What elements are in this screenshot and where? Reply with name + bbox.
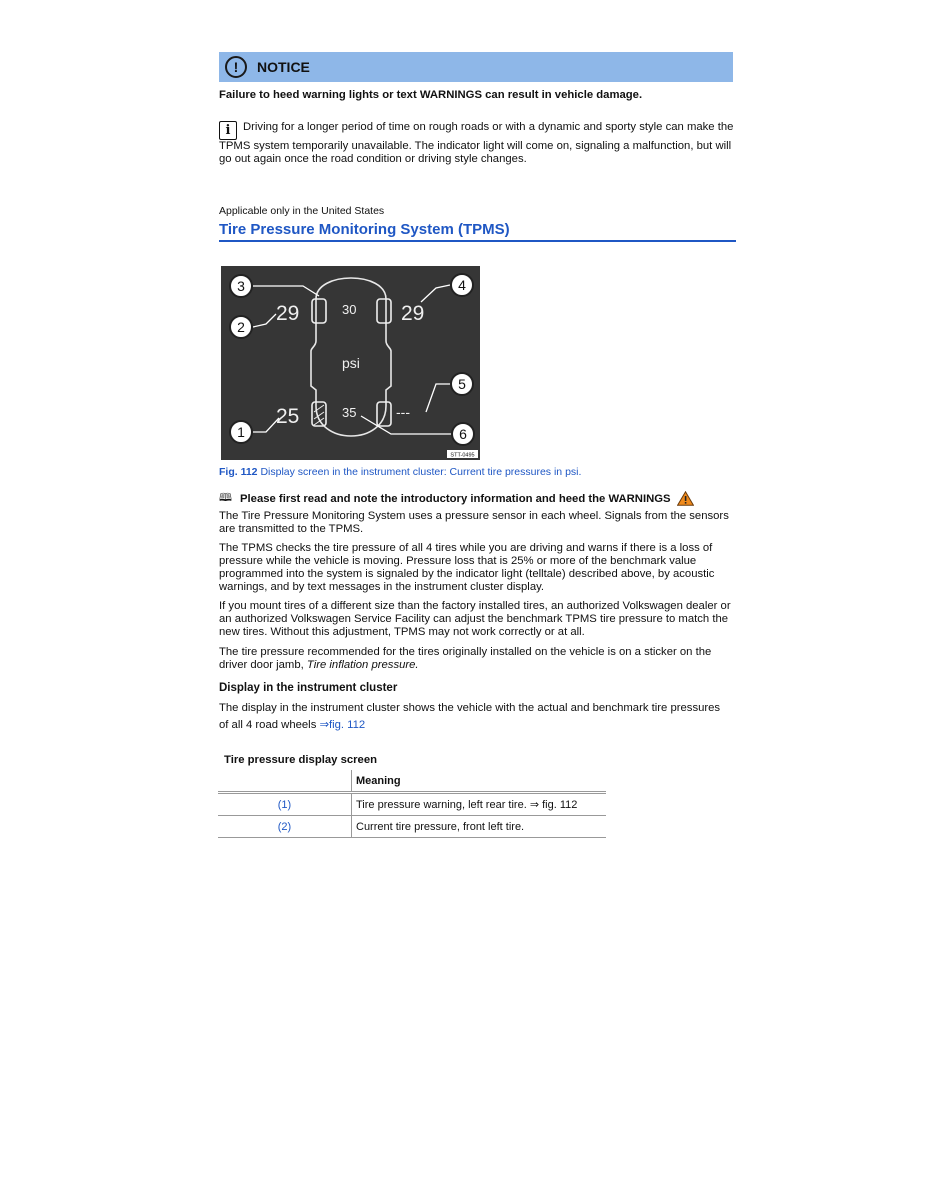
callout-4-label: 4 [458, 277, 466, 293]
callout-2 [230, 316, 252, 338]
warning-triangle-icon [677, 491, 694, 506]
callout-line-2 [253, 314, 276, 327]
front-right-pressure: 29 [401, 302, 425, 325]
paragraph [219, 646, 737, 672]
paragraph: The Tire Pressure Monitoring System uses a pressure sensor in each wheel. Signals from the sensors are transmitted to the TPMS. [219, 510, 729, 535]
paragraph-text: of all 4 road wheels [219, 719, 320, 731]
rear-right-tire [377, 402, 391, 426]
front-right-tire [377, 299, 391, 323]
table-row [218, 793, 606, 816]
callout-line-5 [426, 384, 451, 412]
exclamation-circle-icon: ! [225, 56, 247, 78]
read-first-note [219, 489, 694, 508]
notice-title: NOTICE [257, 59, 310, 75]
info-text: Driving for a longer period of time on rough roads or with a dynamic and sporty style can make the TPMS system temporarily unavailable. The indicator light will come on, signaling a malfunction, but will go out again once the road condition or driving style changes. [219, 121, 734, 165]
callout-line-4 [421, 285, 450, 302]
info-icon: i [219, 121, 237, 140]
table-cell-ref[interactable]: (1) [218, 793, 352, 816]
table-title: Tire pressure display screen [224, 754, 378, 766]
table-cell-meaning: Current tire pressure, front left tire. [356, 820, 525, 833]
callout-4 [451, 274, 473, 296]
callout-2-label: 2 [237, 319, 245, 335]
front-left-tire [312, 299, 326, 323]
front-left-pressure: 29 [276, 302, 300, 325]
paragraph: If you mount tires of a different size than the factory installed tires, an authorized Volkswagen dealer or an authorized Volkswagen Service Facility can adjust the benchmark TPMS tire pressure to match the new tires. Without this adjustment, TPMS may not work correctly or at all. [219, 600, 731, 638]
callout-line-1 [252, 418, 279, 432]
figure-caption-text: Display screen in the instrument cluster: Current tire pressures in psi. [257, 466, 582, 478]
figure-code: STT-0495 [450, 452, 475, 459]
callout-3-label: 3 [237, 278, 245, 294]
table-header-meaning: Meaning [356, 774, 401, 787]
callout-line-3 [253, 286, 319, 296]
pressure-unit: psi [342, 355, 360, 371]
callout-6-label: 6 [459, 426, 467, 442]
rear-benchmark-pressure: 35 [342, 405, 357, 420]
table-header-ref [218, 770, 352, 793]
read-first-text: Please first read and note the introductory information and heed the WARNINGS [239, 492, 671, 505]
rear-right-missing: --- [396, 404, 410, 420]
tpms-display-figure [221, 266, 480, 460]
book-icon: 🕮 [219, 492, 232, 504]
table-header-row [218, 770, 606, 793]
tpms-diagram [221, 266, 480, 460]
paragraph-text: The tire pressure recommended for the tires originally installed on the vehicle is on a sticker on the driver door jamb, [219, 646, 712, 671]
callout-1 [230, 421, 252, 443]
tire-pressure-table [218, 770, 606, 838]
front-benchmark-pressure: 30 [342, 302, 357, 317]
rear-left-pressure: 25 [276, 405, 300, 428]
notice-text: Failure to heed warning lights or text WARNINGS can result in vehicle damage. [219, 89, 643, 101]
callout-5-label: 5 [458, 376, 466, 392]
table-row [218, 816, 606, 838]
figure-caption [219, 466, 581, 478]
callout-1-label: 1 [237, 424, 245, 440]
fig-112-link[interactable]: ⇒fig. 112 [319, 719, 366, 731]
tire-inflation-reference: Tire inflation pressure. [306, 659, 419, 671]
callout-3 [230, 275, 252, 297]
paragraph: The display in the instrument cluster shows the vehicle with the actual and benchmark tire pressures [219, 702, 721, 714]
table-cell-meaning: Tire pressure warning, left rear tire. ⇒ fig. 112 [356, 799, 578, 811]
table-cell-ref[interactable]: (2) [218, 816, 352, 838]
figure-label: Fig. 112 [219, 466, 258, 478]
paragraph: The TPMS checks the tire pressure of all 4 tires while you are driving and warns if there is a loss of pressure while the vehicle is moving. Pressure loss that is 25% or more of the benchmark value programmed into the system is signaled by the indicator light (telltale) described above, by acoustic warnings, and by text messages in the instrument cluster display. [219, 542, 715, 593]
section-title: Tire Pressure Monitoring System (TPMS) [219, 221, 736, 242]
notice-bar [219, 52, 733, 82]
paragraph [219, 719, 737, 732]
display-heading: Display in the instrument cluster [219, 682, 398, 694]
callout-6 [452, 423, 474, 445]
applicability-note: Applicable only in the United States [219, 205, 385, 217]
info-block [219, 121, 737, 166]
callout-5 [451, 373, 473, 395]
